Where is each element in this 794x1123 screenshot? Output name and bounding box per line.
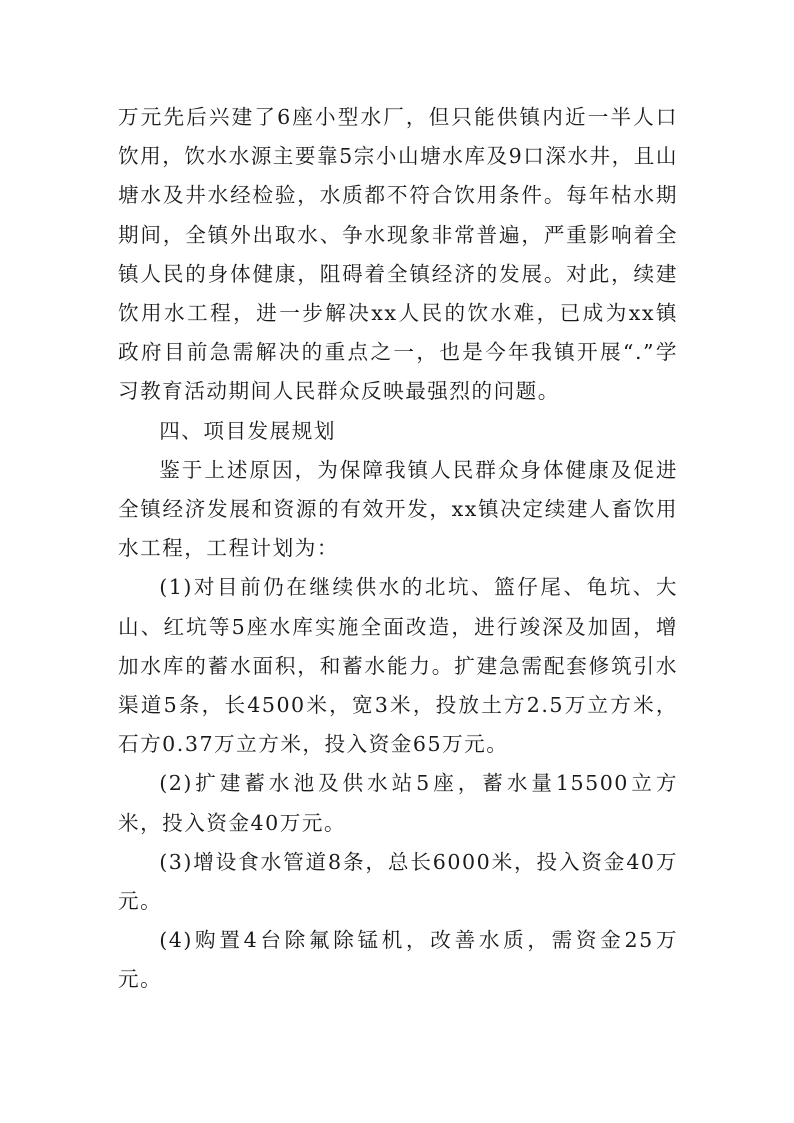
plan-item-3: (3)增设食水管道8条，总长6000米，投入资金40万元。 — [118, 849, 678, 914]
document-body — [118, 98, 678, 1000]
plan-item-1: (1)对目前仍在继续供水的北坑、篮仔尾、龟坑、大山、红坑等5座水库实施全面改造，进行竣深及加固，增加水库的蓄水面积，和蓄水能力。扩建急需配套修筑引水渠道5条，长4500米，宽3米，投放土方2.5万立方米，石方0.37万立方米，投入资金65万元。 — [118, 575, 678, 757]
plan-item-2: (2)扩建蓄水池及供水站5座，蓄水量15500立方米，投入资金40万元。 — [118, 771, 678, 835]
section-heading: 四、项目发展规划 — [159, 418, 336, 443]
plan-item-4: (4)购置4台除氟除锰机，改善水质，需资金25万元。 — [118, 928, 678, 992]
intro-paragraph: 鉴于上述原因，为保障我镇人民群众身体健康及促进全镇经济发展和资源的有效开发，xx镇决定续建人畜饮用水工程，工程计划为： — [118, 457, 678, 561]
body-paragraph: 万元先后兴建了6座小型水厂，但只能供镇内近一半人口饮用，饮水水源主要靠5宗小山塘水库及9口深水井，且山塘水及井水经检验，水质都不符合饮用条件。每年枯水期期间，全镇外出取水、争水现象非常普遍，严重影响着全镇人民的身体健康，阻碍着全镇经济的发展。对此，续建饮用水工程，进一步解决xx人民的饮水难，已成为xx镇政府目前急需解决的重点之一，也是今年我镇开展“.”学习教育活动期间人民群众反映最强烈的问题。 — [118, 105, 678, 404]
